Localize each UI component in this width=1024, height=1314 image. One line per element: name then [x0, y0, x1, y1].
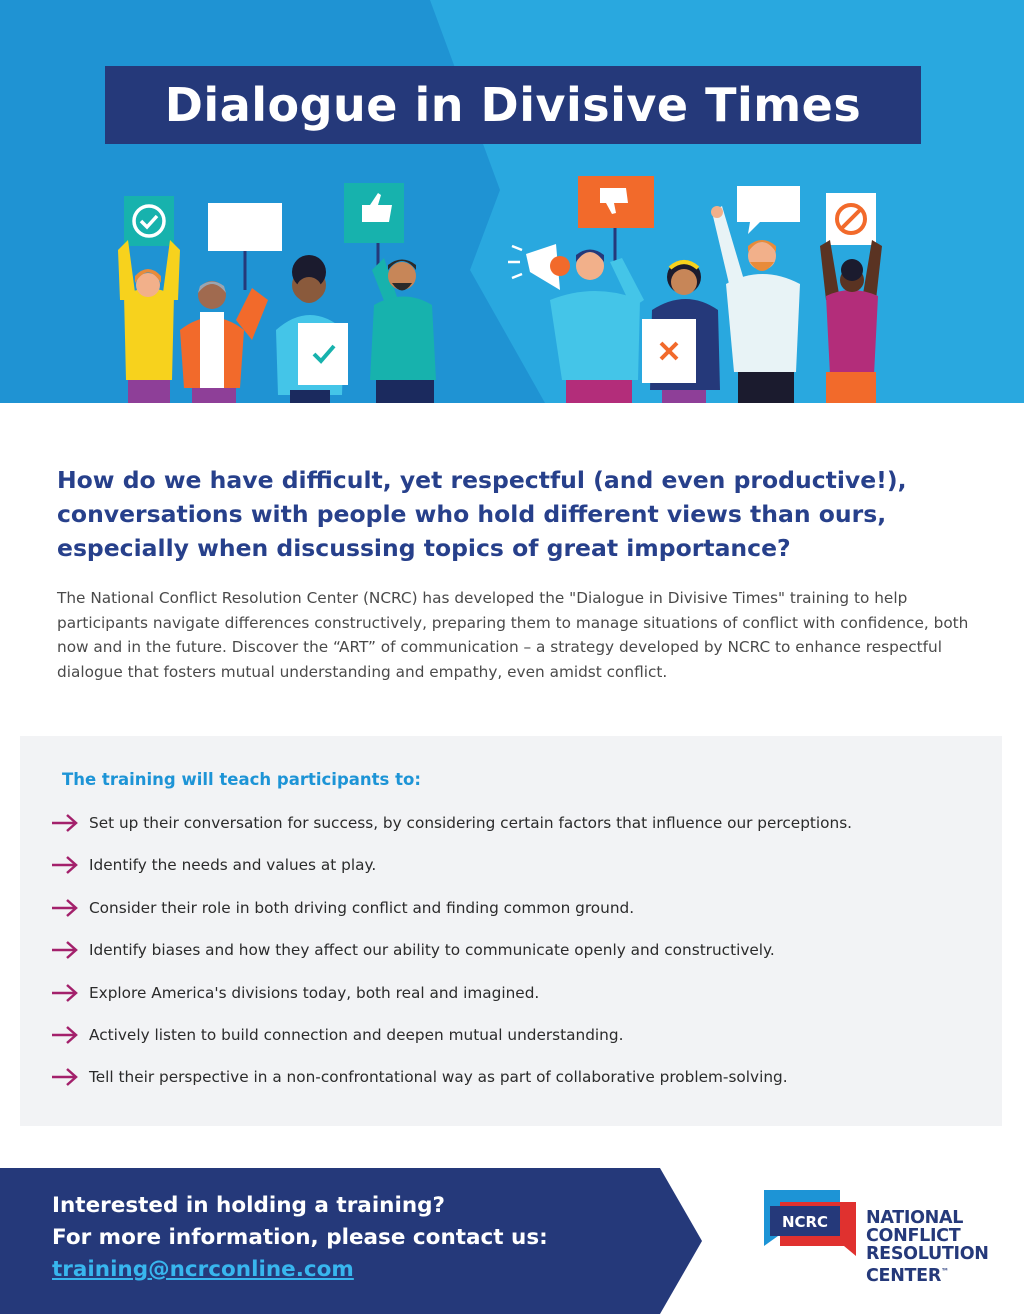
footer-line-2: For more information, please contact us: [52, 1225, 548, 1250]
list-item [50, 812, 852, 854]
logo-wordmark [866, 1209, 989, 1285]
arrow-right-icon [50, 897, 80, 919]
list-item [50, 854, 852, 896]
list-item-text: Identify the needs and values at play. [89, 856, 377, 875]
hero-banner [0, 0, 1024, 403]
hero-bg-shape [0, 0, 545, 403]
arrow-right-icon [50, 854, 80, 876]
list-item-text: Set up their conversation for success, by considering certain factors that influence our perceptions. [89, 814, 853, 832]
list-item [50, 1024, 852, 1066]
arrow-right-icon [50, 1024, 80, 1046]
training-box [20, 736, 1002, 1126]
training-list [50, 812, 852, 1109]
list-item-text: Tell their perspective in a non-confrontational way as part of collaborative problem-solving. [89, 1068, 788, 1087]
footer-line-1: Interested in holding a training? [52, 1193, 446, 1218]
footer-contact [52, 1190, 548, 1286]
trademark-mark: ™ [941, 1267, 949, 1276]
contact-email-link[interactable]: training@ncrconline.com [52, 1257, 354, 1282]
logo-line-center: CENTER [866, 1265, 942, 1286]
logo-line [866, 1263, 989, 1285]
logo-line: NATIONAL [866, 1208, 964, 1228]
person-x-paper-icon [642, 260, 720, 403]
page-title: Dialogue in Divisive Times [164, 78, 862, 132]
person-speech-icon [711, 186, 800, 403]
logo-line: RESOLUTION [866, 1244, 989, 1264]
hero-illustration [0, 0, 1024, 403]
list-item-text: Explore America's divisions today, both real and imagined. [89, 983, 540, 1002]
list-item [50, 982, 852, 1024]
logo-line: CONFLICT [866, 1226, 961, 1246]
list-item [50, 939, 852, 981]
arrow-right-icon [50, 1066, 80, 1088]
list-item-text: Identify biases and how they affect our ability to communicate openly and constructively. [89, 941, 775, 960]
ncrc-logo-icon [760, 1188, 860, 1260]
arrow-right-icon [50, 939, 80, 961]
list-item-text: Actively listen to build connection and deepen mutual understanding. [89, 1025, 624, 1044]
logo-mark-text: NCRC [781, 1213, 829, 1231]
title-box [105, 66, 921, 144]
arrow-right-icon [50, 982, 80, 1004]
training-heading: The training will teach participants to: [62, 770, 421, 789]
list-item [50, 897, 852, 939]
person-prohibit-icon [820, 193, 882, 403]
list-item-text: Consider their role in both driving conflict and finding common ground. [89, 898, 635, 917]
intro-question: How do we have difficult, yet respectful (and even productive!), conversations with people who hold different views than ours, especially when discussing topics of great importance? [57, 466, 907, 562]
person-megaphone-icon [508, 176, 654, 403]
list-item [50, 1066, 852, 1108]
intro-paragraph: The National Conflict Resolution Center (NCRC) has developed the "Dialogue in Divisive Times" training to help participants navigate differences constructively, preparing them to manage situations of conflict with confidence, both now and in the future. Discover the “ART” of communication – a strategy developed by NCRC to enhance respectful dialogue that fosters mutual understanding and empathy, even amidst conflict. [57, 589, 969, 681]
arrow-right-icon [50, 812, 80, 834]
person-yellow-icon [118, 196, 180, 403]
